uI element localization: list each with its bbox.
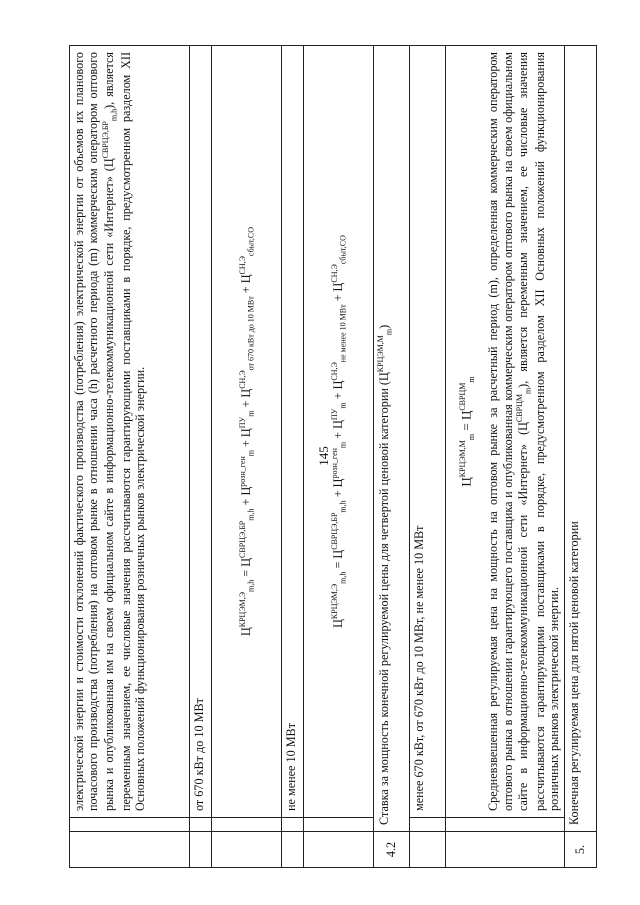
table-row — [374, 46, 410, 868]
range-label-670-10: от 670 кВт до 10 МВт — [190, 46, 212, 818]
item-number-4-2: 4.2 — [374, 832, 410, 868]
formula-670-10: $Ц^{КРЦЭМ,Э}_{m,h} = Ц^{СВРЦЭ,БР}_{m,h} + Ц^{розн\_ген}_m + Ц^{ПУ}_m + Ц^{СН,Э}_{от 670 кВт до 10 МВт} + Ц^{СН,Э}_{сбыт,СО}$ — [212, 46, 282, 818]
table-row — [282, 46, 304, 868]
table-row — [190, 46, 212, 868]
range-label-10: не менее 10 МВт — [282, 46, 304, 818]
tariff-table-rotated — [69, 45, 588, 868]
table-row — [70, 46, 190, 868]
item-number-5: 5. — [564, 832, 596, 868]
table-row — [410, 46, 446, 868]
power-cell — [446, 46, 565, 818]
table-row — [564, 46, 596, 868]
formula-10: $Ц^{КРЦЭМ,Э}_{m,h} = Ц^{СВРЦЭ,БР}_{m,h} + Ц^{розн\_ген}_m + Ц^{ПУ}_m + Ц^{СН,Э}_{не менее 10 МВт} + Ц^{СН,Э}_{сбыт,СО}$ — [304, 46, 374, 818]
table-row — [212, 46, 282, 868]
power-paragraph: Средневзвешенная регулируемая цена на мощность на оптовом рынке за расчетный период (m), определенная коммерческим оператором оптового рынка в отношении гарантирующего поставщика и опубликованная коммерческим оператором оптового рынка на своем официальном сайте в информационно-телекоммуникационной сети «Интернет» $(Ц^{СВРЦМ}_m)$, является переменным значением, ее числовые значения рассчитываются гарантирующими поставщиками в порядке, предусмотренном разделом XII Основных положений функционирования розничных рынков электрической энергии. — [486, 52, 562, 811]
page-number: 145 — [316, 446, 331, 466]
item-5-title: Конечная регулируемая цена для пятой ценовой категории — [564, 46, 596, 832]
range-label-all: менее 670 кВт, от 670 кВт до 10 МВт, не менее 10 МВт — [410, 46, 446, 818]
item-4-2-title: Ставка за мощность конечной регулируемой цены для четвертой ценовой категории $(Ц^{КРЦЭМ,М}_m)$ — [374, 46, 410, 832]
formula-power: $Ц^{КРЦЭМ,М}_m = Ц^{СВРЦМ}_m$ — [458, 376, 476, 487]
tariff-table — [69, 45, 597, 868]
table-row — [446, 46, 565, 868]
table-row — [304, 46, 374, 868]
intro-paragraph: электрической энергии и стоимости отклонений фактического производства (потребления) электрической энергии от объемов их планового почасового производства (потребления) на оптовом рынке в отношении часа (h) расчетного периода (m) коммерческим оператором оптового рынка и опубликованная им на своем официальном сайте в информационно-телекоммуникационной сети «Интернет» $(Ц^{СВРЦЭ,БР}_{m,h})$, является переменным значением, ее числовые значения рассчитываются гарантирующими поставщиками в порядке, предусмотренном разделом XII Основных положений функционирования розничных рынков электрической энергии. — [70, 46, 190, 818]
